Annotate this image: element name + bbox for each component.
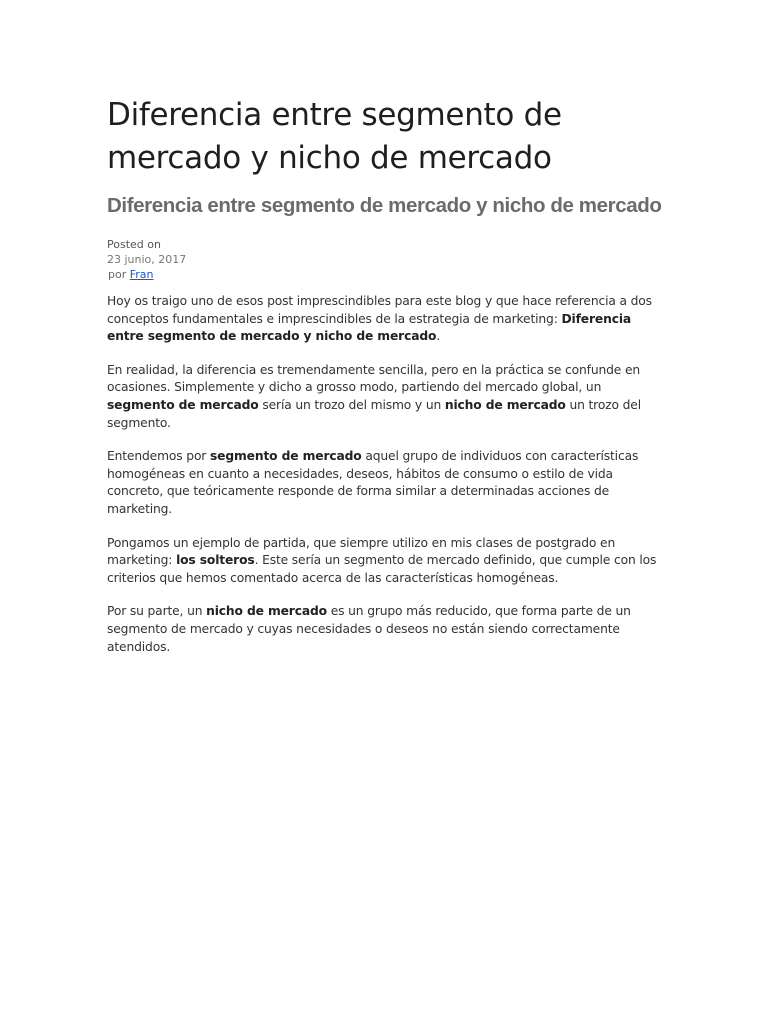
bold-text: nicho de mercado <box>444 397 566 412</box>
paragraph-text: Entendemos por <box>107 449 210 464</box>
author-link[interactable]: Fran <box>129 268 154 281</box>
posted-on-label: Posted on <box>107 238 161 251</box>
paragraph-text: . Este sería un segmento de mercado definido, que cumple con los criterios que hemos comentado acerca de las características homogéneas. <box>107 553 657 585</box>
paragraph-text: un trozo del segmento. <box>107 397 641 430</box>
bold-text: nicho de mercado <box>206 604 327 619</box>
paragraph <box>107 535 657 588</box>
paragraph <box>107 603 657 656</box>
bold-text: los solteros <box>176 553 255 568</box>
post-date: 23 junio, 2017 <box>107 253 187 266</box>
paragraph <box>107 293 657 346</box>
paragraph-text: Por su parte, un <box>107 604 207 619</box>
paragraph <box>107 448 657 518</box>
paragraph <box>107 362 657 432</box>
bold-text: Diferencia entre segmento de mercado y nicho de mercado <box>107 311 632 344</box>
article-body <box>107 293 657 656</box>
paragraph-text: es un grupo más reducido, que forma parte de un segmento de mercado y cuyas necesidades o deseos no están siendo correctamente atendidos. <box>107 604 631 654</box>
post-meta <box>107 237 657 282</box>
paragraph-text: Hoy os traigo uno de esos post imprescindibles para este blog y que hace referencia a dos conceptos fundamentales e imprescindibles de la estrategia de marketing: <box>107 294 652 326</box>
by-label: por <box>108 268 127 281</box>
paragraph-text: sería un trozo del mismo y un <box>258 397 445 412</box>
article-subtitle: Diferencia entre segmento de mercado y nicho de mercado <box>107 194 662 217</box>
paragraph-text: Pongamos un ejemplo de partida, que siempre utilizo en mis clases de postgrado en marketing: <box>107 535 616 568</box>
bold-text: segmento de mercado <box>107 397 259 412</box>
byline <box>107 267 657 282</box>
paragraph-text: En realidad, la diferencia es tremendamente sencilla, pero en la práctica se confunde en ocasiones. Simplemente y dicho a grosso modo, partiendo del mercado global, un <box>107 362 641 395</box>
paragraph-text: . <box>436 329 441 344</box>
paragraph-text: aquel grupo de individuos con características homogéneas en cuanto a necesidades, deseos, hábitos de consumo o estilo de vida concreto, que teóricamente responde de forma similar a determinadas acciones de marketing. <box>107 449 639 516</box>
bold-text: segmento de mercado <box>209 449 362 464</box>
article <box>107 94 662 672</box>
page-title: Diferencia entre segmento de mercado y nicho de mercado <box>107 97 562 176</box>
